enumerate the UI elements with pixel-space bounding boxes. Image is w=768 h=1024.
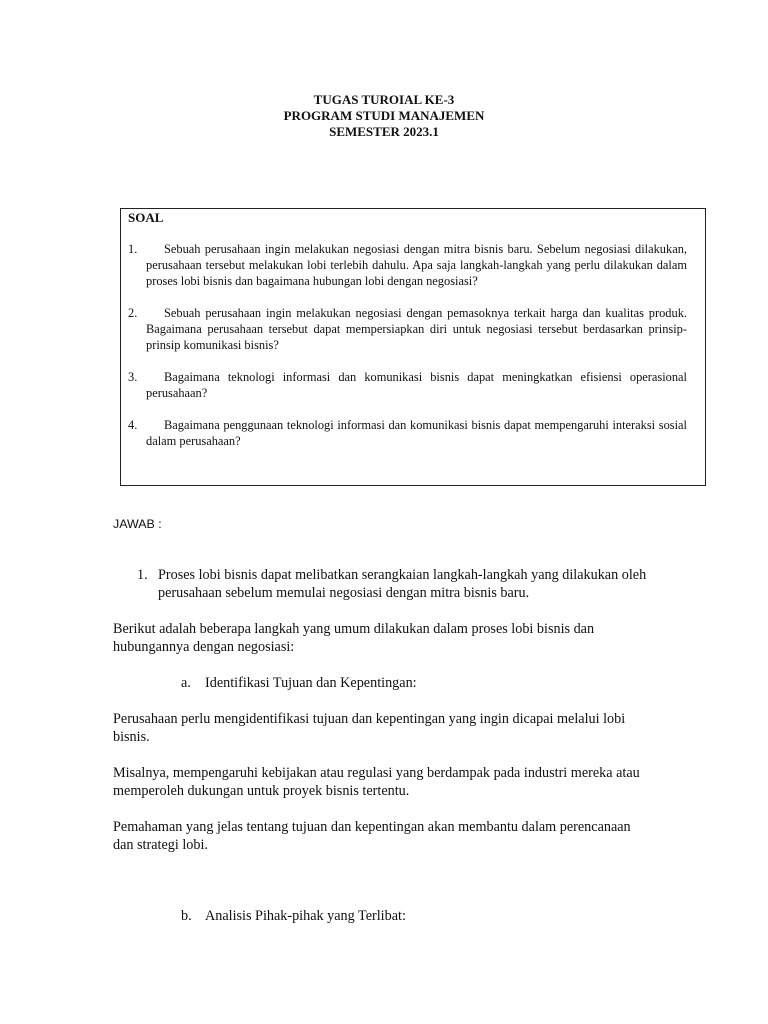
subheading-a: [181, 674, 417, 692]
question-item: [128, 305, 687, 353]
question-text: Bagaimana teknologi informasi dan komunikasi bisnis dapat meningkatkan efisiensi operasional perusahaan?: [146, 370, 687, 400]
question-number: 3.: [128, 370, 138, 384]
paragraph-a1: Perusahaan perlu mengidentifikasi tujuan dan kepentingan yang ingin dicapai melalui lobi bisnis.: [113, 711, 626, 745]
subheading-b: [181, 907, 406, 925]
subheading-title: Analisis Pihak-pihak yang Terlibat:: [205, 908, 406, 924]
header-title: TUGAS TUROIAL KE-3: [313, 92, 455, 107]
subheading-title: Identifikasi Tujuan dan Kepentingan:: [205, 675, 417, 691]
jawab-label: JAWAB :: [113, 517, 162, 531]
soal-title: SOAL: [128, 210, 164, 225]
paragraph-a2: Misalnya, mempengaruhi kebijakan atau regulasi yang berdampak pada industri mereka atau memperoleh dukungan untuk proyek bisnis tertentu.: [113, 765, 640, 799]
answer-intro-paragraph: Berikut adalah beberapa langkah yang umum dilakukan dalam proses lobi bisnis dan hubungannya dengan negosiasi:: [113, 621, 595, 655]
document-header: [0, 92, 768, 140]
question-item: [128, 417, 687, 449]
subheading-letter: b.: [181, 908, 192, 924]
header-semester: SEMESTER 2023.1: [329, 124, 439, 139]
soal-box: [120, 208, 706, 486]
paragraph-a3: Pemahaman yang jelas tentang tujuan dan kepentingan akan membantu dalam perencanaan dan strategi lobi.: [113, 819, 631, 853]
answer-text: Proses lobi bisnis dapat melibatkan serangkaian langkah-langkah yang dilakukan oleh perusahaan sebelum memulai negosiasi dengan mitra bisnis baru.: [158, 567, 647, 601]
subheading-letter: a.: [181, 675, 191, 691]
question-number: 1.: [128, 242, 138, 256]
question-text: Bagaimana penggunaan teknologi informasi dan komunikasi bisnis dapat mempengaruhi interaksi sosial dalam perusahaan?: [146, 418, 687, 448]
question-number: 2.: [128, 306, 138, 320]
header-program: PROGRAM STUDI MANAJEMEN: [283, 108, 485, 123]
answer-number: 1.: [137, 567, 148, 583]
question-item: [128, 241, 687, 289]
answer-item: [137, 566, 657, 602]
question-text: Sebuah perusahaan ingin melakukan negosiasi dengan pemasoknya terkait harga dan kualitas produk. Bagaimana perusahaan tersebut dapat mempersiapkan diri untuk negosiasi tersebut berdasarkan prinsip-prinsip komunikasi bisnis?: [146, 306, 687, 352]
question-number: 4.: [128, 418, 138, 432]
question-item: [128, 369, 687, 401]
question-text: Sebuah perusahaan ingin melakukan negosiasi dengan mitra bisnis baru. Sebelum negosiasi dilakukan, perusahaan tersebut melakukan lobi terlebih dahulu. Apa saja langkah-langkah yang perlu dilakukan dalam proses lobi bisnis dan bagaimana hubungan lobi dengan negosiasi?: [146, 242, 687, 288]
